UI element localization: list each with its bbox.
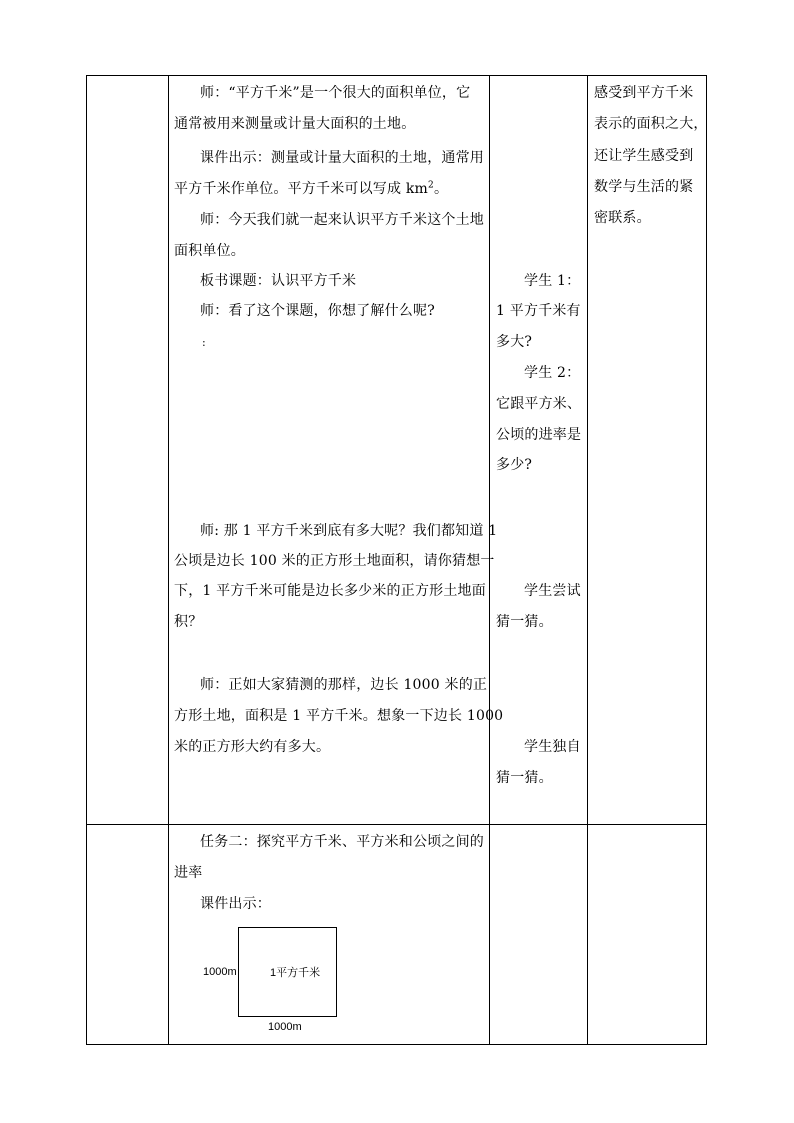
paragraph: 积？ xyxy=(174,614,203,630)
paragraph: 课件出示： xyxy=(200,896,271,912)
paragraph: 师: 那 1 平方千米到底有多大呢？我们都知道 1 xyxy=(200,523,498,539)
paragraph: 方形土地，面积是 1 平方千米。想象一下边长 1000 xyxy=(174,708,504,724)
paragraph: 师：看了这个课题，你想了解什么呢? xyxy=(200,303,435,319)
step-cell xyxy=(87,76,169,825)
side-length-label: 1000m xyxy=(268,1021,302,1033)
intent-text: 密联系。 xyxy=(594,210,651,226)
intent-text: 还让学生感受到 xyxy=(594,148,694,164)
step-cell xyxy=(87,825,169,1045)
student-text: 1 平方千米有 xyxy=(496,303,581,319)
paragraph: 下，1 平方千米可能是边长多少米的正方形土地面 xyxy=(174,583,486,599)
student-text: 学生 1： xyxy=(524,273,581,289)
student-text: 多大? xyxy=(496,334,533,350)
student-text: 公顷的进率是 xyxy=(496,427,582,443)
student-activity-cell xyxy=(490,825,588,1045)
paragraph: 板书课题：认识平方千米 xyxy=(200,273,357,289)
side-length-label: 1000m xyxy=(203,966,237,978)
paragraph: 师：“平方千米”是一个很大的面积单位，它 xyxy=(200,85,471,101)
paragraph: 师：正如大家猜测的那样，边长 1000 米的正 xyxy=(200,677,488,693)
stray-mark: : xyxy=(202,336,206,349)
student-text: 多少? xyxy=(496,457,533,473)
paragraph: 米的正方形大约有多大。 xyxy=(174,739,331,755)
student-text: 猜一猜。 xyxy=(496,770,553,786)
task-heading: 进率 xyxy=(174,865,203,881)
student-text: 学生尝试 xyxy=(524,583,581,599)
intent-text: 数学与生活的紧 xyxy=(594,179,694,195)
design-intent-cell xyxy=(588,825,707,1045)
paragraph: 平方千米作单位。平方千米可以写成 $km^2$。 xyxy=(174,180,449,197)
paragraph: 课件出示：测量或计量大面积的土地，通常用 xyxy=(200,150,484,166)
student-text: 学生 2： xyxy=(524,365,581,381)
intent-text: 表示的面积之大， xyxy=(594,116,708,132)
paragraph: 师：今天我们就一起来认识平方千米这个土地 xyxy=(200,212,484,228)
student-text: 它跟平方米、 xyxy=(496,396,582,412)
intent-text: 感受到平方千米 xyxy=(594,85,694,101)
paragraph: 公顷是边长 100 米的正方形土地面积，请你猜想一 xyxy=(174,553,495,569)
student-text: 猜一猜。 xyxy=(496,614,553,630)
square-area-label: 1平方千米 xyxy=(270,967,321,979)
student-text: 学生独自 xyxy=(524,739,581,755)
task-heading: 任务二：探究平方千米、平方米和公顷之间的 xyxy=(200,834,484,850)
superscript: 2 xyxy=(428,180,434,191)
paragraph: 通常被用来测量或计量大面积的土地。 xyxy=(174,116,416,132)
paragraph: 面积单位。 xyxy=(174,243,245,259)
